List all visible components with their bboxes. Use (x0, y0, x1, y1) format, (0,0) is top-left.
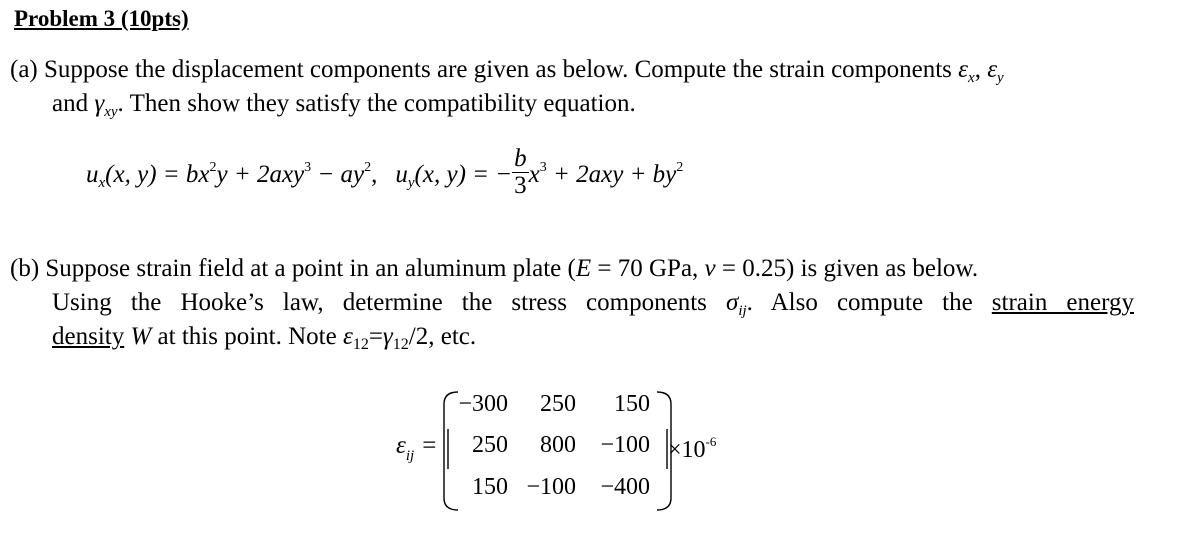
uy-subscript: y (407, 175, 415, 192)
poisson-ratio-value: = 0.25) is given as below. (715, 255, 979, 282)
ux-subscript: x (98, 175, 106, 192)
scale-exponent: -6 (705, 434, 717, 449)
strain-tensor-subscript: ij (405, 448, 415, 464)
part-b-also-text: . Also compute the (746, 289, 992, 316)
matrix-cell-r1-c2: 250 (540, 391, 576, 417)
part-b-note-text: at this point. Note (151, 323, 343, 350)
poisson-ratio-symbol: ν (704, 255, 716, 282)
matrix-scale (668, 434, 716, 464)
part-a-intro: (a) Suppose the displacement components are given as below. Compute the strain components (10, 56, 959, 83)
matrix-cell-r3-c3: −400 (600, 474, 650, 500)
part-b-intro: (b) Suppose strain field at a point in an aluminum plate ( (10, 255, 576, 282)
part-b-hooke-text: Using the Hooke’s law, determine the stress components (52, 289, 726, 316)
shear-strain-subscript: xy (104, 104, 118, 120)
part-a-and: and (52, 90, 95, 117)
ux-expression-3: − ay (311, 161, 365, 189)
stress-symbol: σ (725, 289, 739, 316)
density-term: density (52, 323, 125, 350)
fraction-denominator: 3 (514, 172, 527, 199)
uy-symbol: u (395, 161, 408, 189)
ux-exponent-3: 2 (364, 160, 372, 176)
matrix-equals: = (422, 432, 437, 459)
matrix-cell-r3-c1: 150 (472, 474, 508, 500)
ux-expression-2: y + 2axy (216, 161, 305, 189)
strain-energy-term: strain energy (991, 289, 1134, 316)
matrix-cell-r3-c2: −100 (526, 474, 576, 500)
stress-subscript: ij (738, 303, 747, 319)
uy-exponent-2: 2 (676, 160, 684, 176)
strain-x-subscript: x (968, 70, 975, 86)
uy-expression-1: (x, y) = − (414, 161, 513, 189)
matrix-cell-r2-c2: 800 (540, 432, 576, 458)
part-b-etc-text: /2, etc. (408, 323, 477, 350)
strain-x-symbol: ε (958, 56, 969, 83)
fraction-numerator: b (514, 145, 527, 172)
shear-strain-symbol: γ (94, 90, 105, 117)
eps12-subscript: 12 (352, 336, 369, 353)
youngs-modulus-symbol: E (575, 255, 592, 282)
note-equals: = (368, 323, 383, 350)
matrix-cell-r2-c1: 250 (472, 432, 508, 458)
equation-comma: , (371, 161, 378, 189)
matrix-cell-r2-c3: −100 (600, 432, 650, 458)
matrix-cell-r1-c1: −300 (458, 391, 508, 417)
eps12-symbol: ε (342, 323, 353, 350)
ux-symbol: u (86, 161, 99, 189)
part-a-compat-text: . Then show they satisfy the compatibility equation. (117, 90, 636, 117)
gamma12-subscript: 12 (392, 336, 409, 353)
uy-x-term: x (528, 161, 540, 189)
matrix-cell-r1-c3: 150 (614, 391, 650, 417)
strain-energy-symbol: W (130, 323, 152, 350)
strain-y-subscript: y (997, 70, 1004, 86)
gamma12-symbol: γ (382, 323, 393, 350)
ux-exponent-1: 2 (209, 160, 217, 176)
strain-y-symbol: ε (987, 56, 998, 83)
separator: , (974, 56, 988, 83)
uy-expression-2: + 2axy + by (546, 161, 677, 189)
scale-base: ×10 (668, 437, 706, 463)
strain-tensor-symbol: ε (396, 432, 406, 459)
problem-title: Problem 3 (10pts) (14, 6, 189, 31)
ux-exponent-2: 3 (304, 160, 312, 176)
ux-expression-1: (x, y) = bx (105, 161, 210, 189)
uy-exponent-1: 3 (539, 160, 547, 176)
youngs-modulus-value: = 70 GPa, (591, 255, 705, 282)
